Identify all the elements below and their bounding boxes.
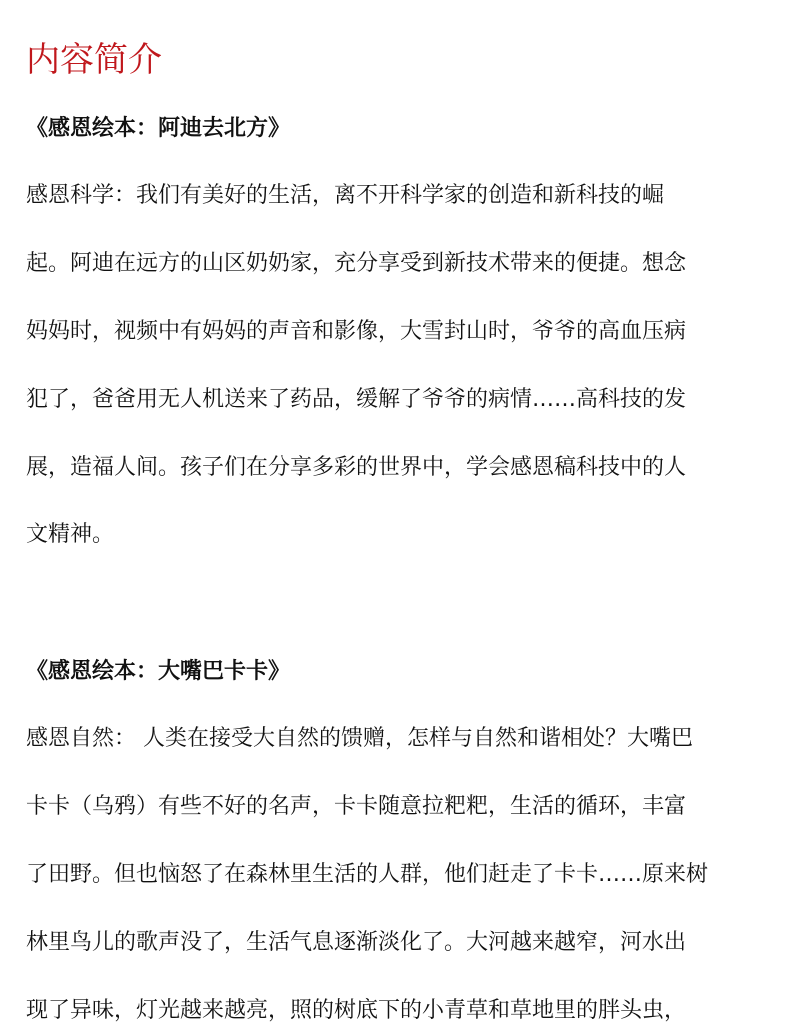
- paragraph-line: 现了异味，灯光越来越亮，照的树底下的小青草和草地里的胖头虫，: [26, 998, 687, 1023]
- paragraph-line: 林里鸟儿的歌声没了，生活气息逐渐淡化了。大河越来越窄，河水出: [26, 930, 687, 955]
- section-heading: 内容简介: [26, 40, 162, 80]
- book-title: 《感恩绘本：大嘴巴卡卡》: [26, 659, 291, 684]
- paragraph-line: 感恩自然： 人类在接受大自然的馈赠，怎样与自然和谐相处？大嘴巴: [26, 726, 693, 751]
- paragraph-line: 起。阿迪在远方的山区奶奶家，充分享受到新技术带来的便捷。想念: [26, 251, 687, 276]
- book-title: 《感恩绘本：阿迪去北方》: [26, 116, 291, 141]
- paragraph-line: 卡卡（乌鸦）有些不好的名声，卡卡随意拉粑粑，生活的循环，丰富: [26, 794, 687, 819]
- paragraph-line: 了田野。但也恼怒了在森林里生活的人群，他们赶走了卡卡……原来树: [26, 862, 709, 887]
- paragraph-line: 妈妈时，视频中有妈妈的声音和影像，大雪封山时，爷爷的高血压病: [26, 319, 687, 344]
- paragraph-line: 文精神。: [26, 522, 115, 547]
- paragraph-line: 感恩科学：我们有美好的生活，离不开科学家的创造和新科技的崛: [26, 183, 665, 208]
- paragraph-line: 犯了，爸爸用无人机送来了药品，缓解了爷爷的病情……高科技的发: [26, 387, 687, 412]
- paragraph-line: 展，造福人间。孩子们在分享多彩的世界中，学会感恩稿科技中的人: [26, 455, 687, 480]
